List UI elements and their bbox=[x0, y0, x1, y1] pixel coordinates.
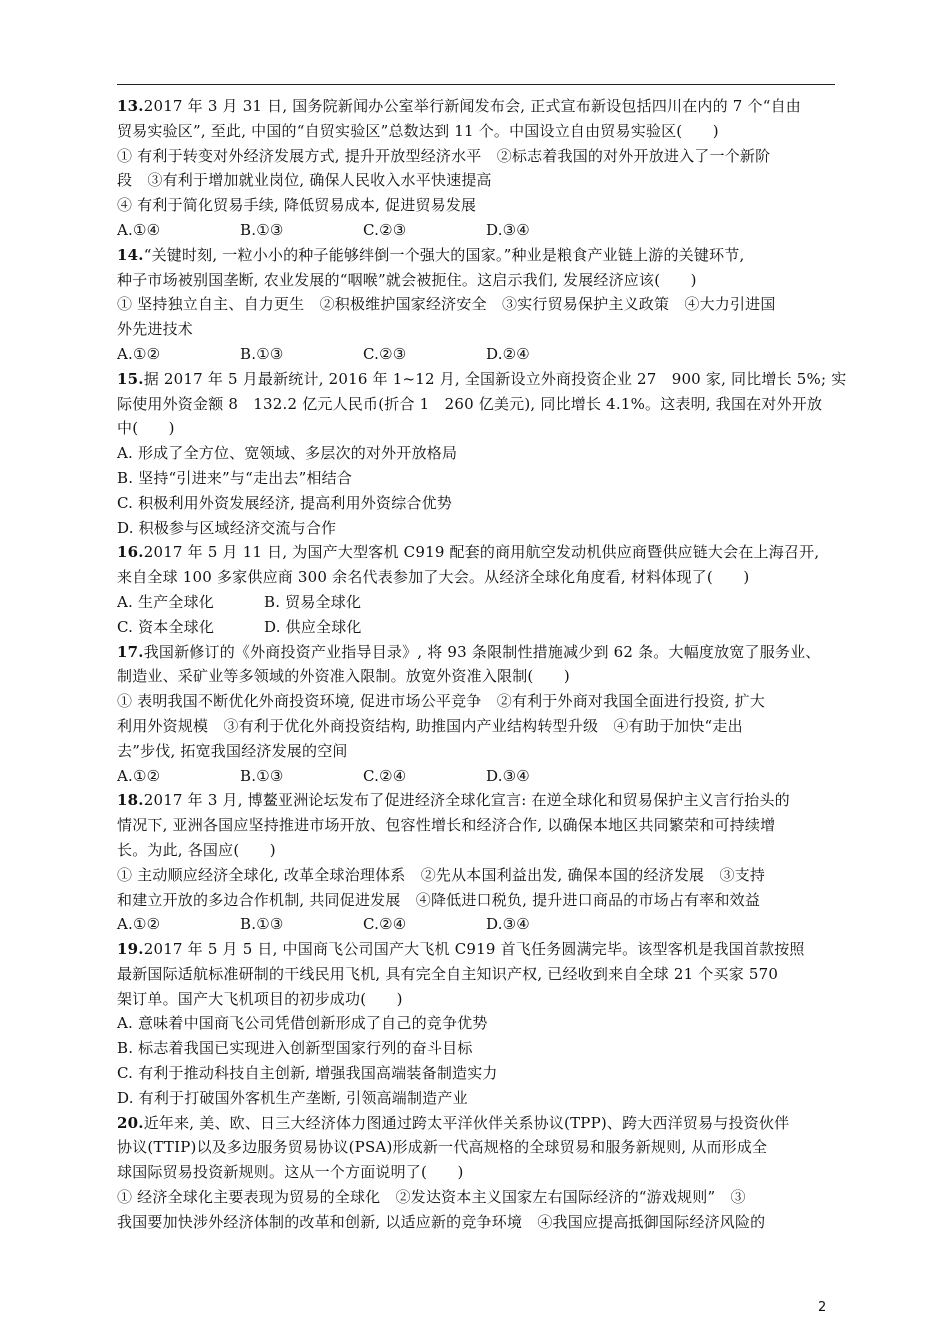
page-number: 2 bbox=[818, 1300, 827, 1315]
question-stem-line: 2017 年 3 月 31 日, 国务院新闻办公室举行新闻发布会, 正式宣布新设包括四川在内的 7 个“自由 bbox=[143, 97, 801, 115]
question-stem-line: 2017 年 3 月, 博鳌亚洲论坛发布了促进经济全球化宣言: 在逆全球化和贸易保护主义言行抬头的 bbox=[143, 791, 790, 810]
question-20 bbox=[117, 1111, 835, 1235]
option-c[interactable]: C.②③ bbox=[363, 344, 407, 363]
option-d[interactable]: D.③④ bbox=[486, 220, 530, 239]
option-b[interactable]: B.①③ bbox=[240, 766, 284, 785]
option-b[interactable]: B. 标志着我国已实现进入创新型国家行列的奋斗目标 bbox=[117, 1039, 473, 1058]
answer-options bbox=[117, 615, 835, 640]
question-number: 17. bbox=[117, 642, 144, 661]
statement-line: 和建立开放的多边合作机制, 共同促进发展 ④降低进口税负, 提升进口商品的市场占有率和效益 bbox=[117, 890, 761, 909]
statement-line: ① 坚持独立自主、自力更生 ②积极维护国家经济安全 ③实行贸易保护主义政策 ④大力引进国 bbox=[117, 295, 776, 314]
option-a[interactable]: A.①② bbox=[117, 344, 161, 363]
question-16 bbox=[117, 540, 835, 639]
statement-line: ① 主动顺应经济全球化, 改革全球治理体系 ②先从本国利益出发, 确保本国的经济发展 ③支持 bbox=[117, 865, 766, 884]
question-17 bbox=[117, 640, 835, 789]
option-c[interactable]: C. 资本全球化 bbox=[117, 617, 215, 636]
option-c[interactable]: C. 有利于推动科技自主创新, 增强我国高端装备制造实力 bbox=[117, 1064, 498, 1083]
answer-options bbox=[117, 912, 835, 937]
option-d[interactable]: D. 积极参与区域经济交流与合作 bbox=[117, 518, 337, 537]
question-stem-line: 据 2017 年 5 月最新统计, 2016 年 1~12 月, 全国新设立外商投资企业 27 900 家, 同比增长 5%; 实 bbox=[143, 369, 847, 388]
option-c[interactable]: C.②④ bbox=[363, 915, 407, 934]
option-a[interactable]: A.①② bbox=[117, 915, 161, 934]
answer-options bbox=[117, 218, 835, 243]
answer-options bbox=[117, 764, 835, 789]
question-stem-line: “关键时刻, 一粒小小的种子能够绊倒一个强大的国家。”种业是粮食产业链上游的关键环节, bbox=[143, 245, 745, 264]
question-stem-line: 制造业、采矿业等多领域的外资准入限制。放宽外资准入限制( ) bbox=[117, 667, 570, 686]
question-14 bbox=[117, 243, 835, 367]
question-number: 14. bbox=[117, 245, 144, 264]
question-stem-line: 2017 年 5 月 5 日, 中国商飞公司国产大飞机 C919 首飞任务圆满完毕。该型客机是我国首款按照 bbox=[143, 940, 805, 959]
statement-line: 利用外资规模 ③有利于优化外商投资结构, 助推国内产业结构转型升级 ④有助于加快“走出 bbox=[117, 716, 743, 735]
option-a[interactable]: A.①④ bbox=[117, 220, 161, 239]
statement-line: ① 表明我国不断优化外商投资环境, 促进市场公平竞争 ②有利于外商对我国全面进行投资, 扩大 bbox=[117, 692, 766, 711]
question-stem-line: 协议(TTIP)以及多边服务贸易协议(PSA)形成新一代高规格的全球贸易和服务新规则, 从而形成全 bbox=[117, 1138, 768, 1157]
question-stem-line: 情况下, 亚洲各国应坚持推进市场开放、包容性增长和经济合作, 以确保本地区共同繁荣和可持续增 bbox=[117, 816, 776, 835]
question-18 bbox=[117, 788, 835, 937]
option-a[interactable]: A. 意味着中国商飞公司凭借创新形成了自己的竞争优势 bbox=[117, 1014, 488, 1033]
question-number: 18. bbox=[117, 791, 144, 810]
option-a[interactable]: A.①② bbox=[117, 766, 161, 785]
question-stem-line: 长。为此, 各国应( ) bbox=[117, 840, 276, 859]
option-c[interactable]: C. 积极利用外资发展经济, 提高利用外资综合优势 bbox=[117, 493, 453, 512]
question-stem-line: 近年来, 美、欧、日三大经济体力图通过跨太平洋伙伴关系协议(TPP)、跨大西洋贸易与投资伙伴 bbox=[143, 1113, 790, 1132]
answer-options bbox=[117, 590, 835, 615]
question-number: 19. bbox=[117, 940, 144, 959]
option-d[interactable]: D.③④ bbox=[486, 915, 530, 934]
answer-options bbox=[117, 342, 835, 367]
question-stem-line: 2017 年 5 月 11 日, 为国产大型客机 C919 配套的商用航空发动机供应商暨供应链大会在上海召开, bbox=[143, 543, 820, 562]
question-13 bbox=[117, 94, 835, 243]
question-page bbox=[117, 94, 847, 1235]
option-b[interactable]: B.①③ bbox=[240, 220, 284, 239]
option-d[interactable]: D.③④ bbox=[486, 766, 530, 785]
option-c[interactable]: C.②③ bbox=[363, 220, 407, 239]
question-stem-line: 架订单。国产大飞机项目的初步成功( ) bbox=[117, 989, 403, 1008]
statement-line: 段 ③有利于增加就业岗位, 确保人民收入水平快速提高 bbox=[117, 171, 492, 190]
question-stem-line: 最新国际适航标准研制的干线民用飞机, 具有完全自主知识产权, 已经收到来自全球 21 个买家 570 bbox=[117, 964, 779, 983]
option-d[interactable]: D. 有利于打破国外客机生产垄断, 引领高端制造产业 bbox=[117, 1088, 468, 1107]
question-stem-line: 中( ) bbox=[117, 419, 175, 438]
option-d[interactable]: D.②④ bbox=[486, 344, 530, 363]
option-b[interactable]: B.①③ bbox=[240, 344, 284, 363]
statement-line: ① 经济全球化主要表现为贸易的全球化 ②发达资本主义国家左右国际经济的“游戏规则” ③ bbox=[117, 1188, 746, 1207]
header-rule bbox=[117, 84, 835, 85]
question-stem-line: 我国新修订的《外商投资产业指导目录》, 将 93 条限制性措施减少到 62 条。大幅度放宽了服务业、 bbox=[143, 642, 821, 661]
statement-line: 我国要加快涉外经济体制的改革和创新, 以适应新的竞争环境 ④我国应提高抵御国际经济风险的 bbox=[117, 1212, 766, 1231]
question-number: 13. bbox=[117, 97, 144, 115]
statement-line: ④ 有利于简化贸易手续, 降低贸易成本, 促进贸易发展 bbox=[117, 196, 477, 215]
question-number: 20. bbox=[117, 1113, 144, 1132]
question-stem-line: 来自全球 100 多家供应商 300 余名代表参加了大会。从经济全球化角度看, 材料体现了( ) bbox=[117, 568, 750, 587]
question-number: 15. bbox=[117, 369, 144, 388]
question-stem-line: 贸易实验区”, 至此, 中国的“自贸实验区”总数达到 11 个。中国设立自由贸易实验区( ) bbox=[117, 121, 719, 140]
option-b[interactable]: B. 坚持“引进来”与“走出去”相结合 bbox=[117, 468, 353, 487]
question-19 bbox=[117, 937, 835, 1111]
question-number: 16. bbox=[117, 543, 144, 562]
option-d[interactable]: D. 供应全球化 bbox=[264, 617, 362, 636]
question-stem-line: 种子市场被别国垄断, 农业发展的“咽喉”就会被扼住。这启示我们, 发展经济应该( ) bbox=[117, 270, 697, 289]
question-stem-line: 际使用外资金额 8 132.2 亿元人民币(折合 1 260 亿美元), 同比增长 4.1%。这表明, 我国在对外开放 bbox=[117, 394, 823, 413]
option-a[interactable]: A. 生产全球化 bbox=[117, 592, 214, 611]
option-a[interactable]: A. 形成了全方位、宽领域、多层次的对外开放格局 bbox=[117, 444, 458, 463]
statement-line: ① 有利于转变对外经济发展方式, 提升开放型经济水平 ②标志着我国的对外开放进入了一个新阶 bbox=[117, 146, 771, 165]
statement-line: 去”步伐, 拓宽我国经济发展的空间 bbox=[117, 741, 348, 760]
option-b[interactable]: B. 贸易全球化 bbox=[264, 592, 362, 611]
statement-line: 外先进技术 bbox=[117, 320, 194, 339]
option-b[interactable]: B.①③ bbox=[240, 915, 284, 934]
question-15 bbox=[117, 367, 847, 541]
question-stem-line: 球国际贸易投资新规则。这从一个方面说明了( ) bbox=[117, 1163, 464, 1182]
option-c[interactable]: C.②④ bbox=[363, 766, 407, 785]
